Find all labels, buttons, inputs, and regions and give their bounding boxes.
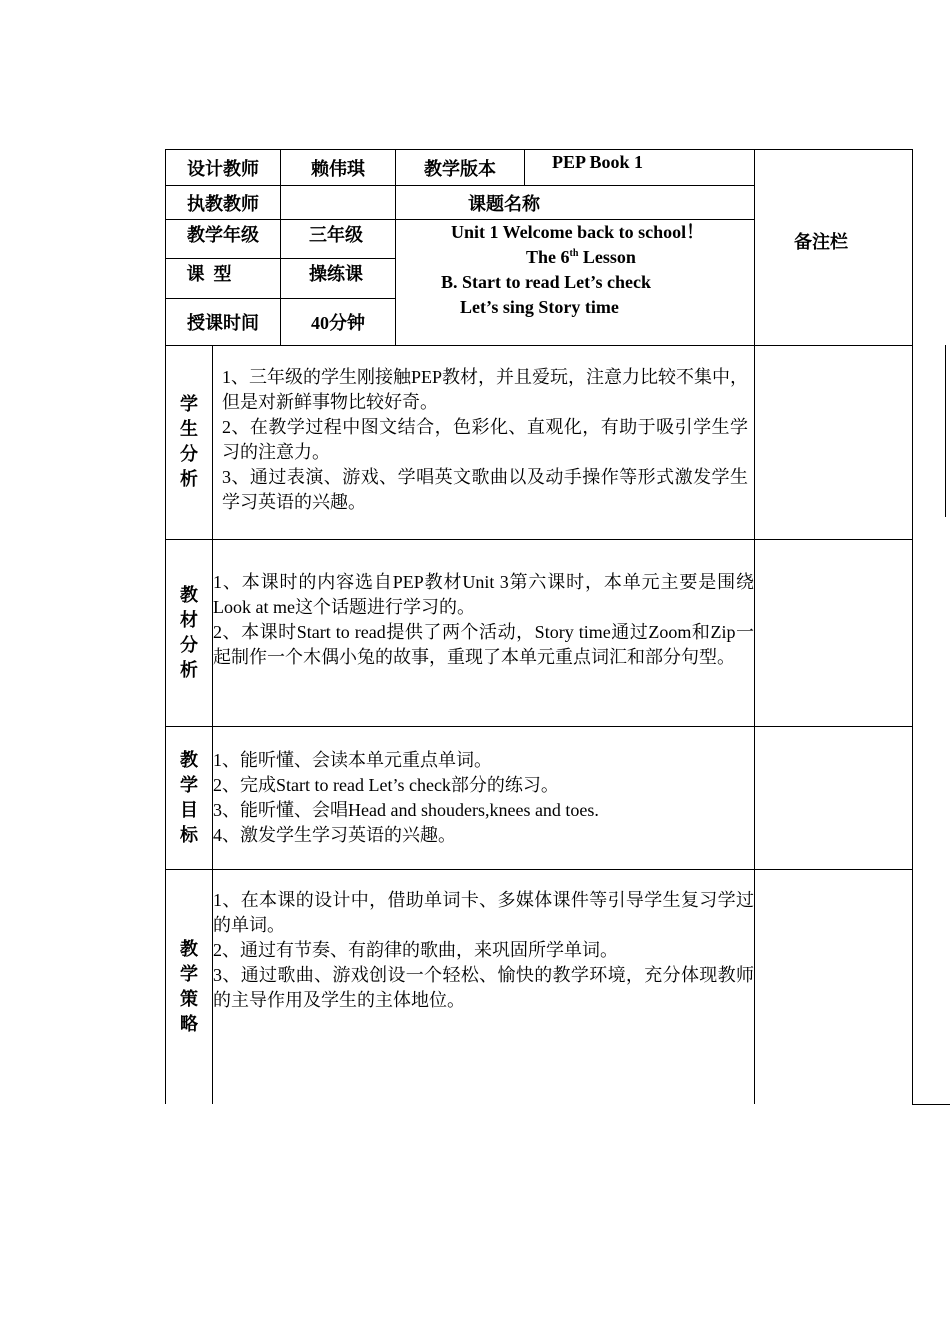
paragraph: 2、完成Start to read Let’s check部分的练习。 xyxy=(213,775,559,795)
teaching-strategy-label: 教 学 策 略 xyxy=(180,939,198,1034)
notes-label: 备注栏 xyxy=(794,232,848,252)
lesson-word: Lesson xyxy=(578,247,636,267)
paragraph: 2、在教学过程中图文结合，色彩化、直观化，有助于吸引学生学习的注意力。 xyxy=(222,417,748,462)
material-analysis-label: 教 材 分 析 xyxy=(180,585,198,680)
paragraph: 2、通过有节奏、有韵律的歌曲，来巩固所学单词。 xyxy=(213,940,618,960)
paragraph: 3、能听懂、会唱Head and shouders,knees and toes. xyxy=(213,800,599,820)
lesson-title-line1: Unit 1 Welcome back to school！ xyxy=(451,222,705,242)
lesson-number-ordinal: th xyxy=(569,248,579,259)
paragraph: 1、三年级的学生刚接触PEP教材，并且爱玩，注意力比较不集中，但是对新鲜事物比较好奇。 xyxy=(222,367,749,412)
teaching-goals-content xyxy=(213,748,754,848)
lesson-title-line2 xyxy=(396,245,754,270)
paragraph: 1、能听懂、会读本单元重点单词。 xyxy=(213,750,492,770)
topic-label: 课题名称 xyxy=(468,193,540,214)
grade-value: 三年级 xyxy=(309,224,363,245)
material-analysis-content xyxy=(213,570,754,670)
time-value: 40分钟 xyxy=(311,313,365,333)
lesson-number-text: The 6 xyxy=(526,247,570,267)
lesson-title-line4: Let’s sing Story time xyxy=(460,297,619,317)
teacher-label: 执教教师 xyxy=(187,193,259,214)
paragraph: 2、本课时Start to read提供了两个活动，Story time通过Zoom和Zip一起制作一个木偶小兔的故事，重现了本单元重点词汇和部分句型。 xyxy=(213,622,754,667)
teaching-goals-label: 教 学 目 标 xyxy=(180,750,198,845)
lesson-title-line3: B. Start to read Let’s check xyxy=(441,272,651,292)
type-value: 操练课 xyxy=(309,263,363,284)
paragraph: 1、在本课的设计中，借助单词卡、多媒体课件等引导学生复习学过的单词。 xyxy=(213,890,754,935)
student-analysis-content xyxy=(222,365,748,515)
teacher-value xyxy=(281,186,395,219)
student-analysis-label: 学 生 分 析 xyxy=(180,394,198,489)
teaching-strategy-content xyxy=(213,888,754,1013)
version-label: 教学版本 xyxy=(424,158,496,179)
grade-label: 教学年级 xyxy=(187,224,259,245)
paragraph: 3、通过歌曲、游戏创设一个轻松、愉快的教学环境，充分体现教师的主导作用及学生的主体地位。 xyxy=(213,965,754,1010)
designer-value: 赖伟琪 xyxy=(311,158,365,179)
paragraph: 4、激发学生学习英语的兴趣。 xyxy=(213,825,456,845)
version-value: PEP Book 1 xyxy=(552,152,644,172)
lesson-title xyxy=(396,220,754,320)
paragraph: 1、本课时的内容选自PEP教材Unit 3第六课时，本单元主要是围绕Look at me这个话题进行学习的。 xyxy=(213,572,754,617)
type-label: 课 型 xyxy=(186,263,232,284)
time-label: 授课时间 xyxy=(187,313,259,333)
designer-label: 设计教师 xyxy=(187,158,259,179)
paragraph: 3、通过表演、游戏、学唱英文歌曲以及动手操作等形式激发学生学习英语的兴趣。 xyxy=(222,467,748,512)
